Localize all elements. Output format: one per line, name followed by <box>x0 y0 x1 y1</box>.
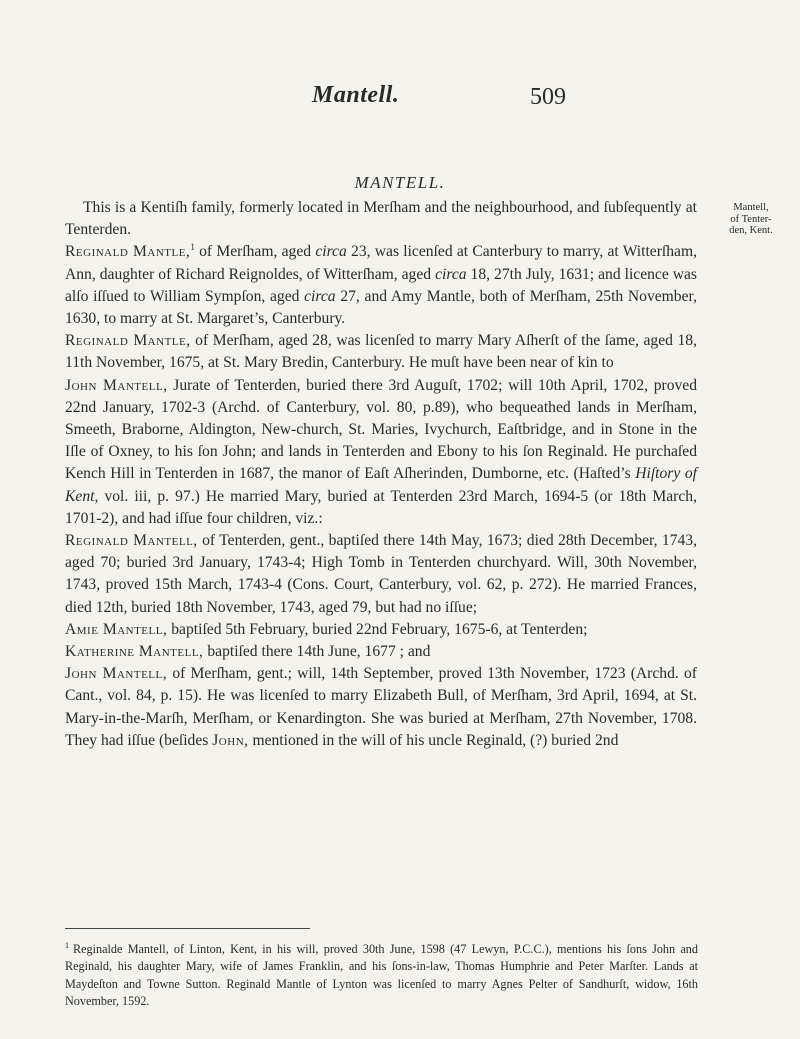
body-text <box>65 197 697 752</box>
paragraph <box>65 530 697 619</box>
text-run: of Merſham, gent.; will, 14th September, proved 13th November, 1723 (Archd. of Cant., vol. 84, p. 15). He was licenſed to marry Elizabeth Bull, of Merſham, 3rd April, 1694, at St. Mary-in-the-Marſh, Merſham, or Kenardington. She was buried at Merſham, 27th November, 1708. They had iſſue (beſides <box>65 665 697 749</box>
text-run: 18, 27th July, 1631; and licence was alſo iſſued to William Sympſon, aged <box>65 265 697 305</box>
paragraph <box>65 641 697 663</box>
text-run: mentioned in the will of his uncle Reginald, (?) buried 2nd <box>248 731 619 749</box>
text-run: of Tenterden, gent., baptiſed there 14th May, 1673; died 28th December, 1743, aged 70; buried 3rd January, 1743-4; High Tomb in Tenterden churchyard. Will, 30th November, 1743, proved 15th March, 1743-4 (Cons. Court, Canterbury, vol. 62, p. 272). He married Frances, died 12th, buried 18th November, 1743, aged 79, but had no iſſue; <box>65 532 697 616</box>
running-title: Mantell. <box>312 82 400 108</box>
person-name: Amie Mantell, <box>65 620 168 638</box>
person-name: John, <box>212 731 249 749</box>
footnote-rule <box>65 928 310 929</box>
text-run: 27, and Amy Mantle, both of Merſham, 25th November, 1630, to marry at St. Margaret’s, Canterbury. <box>65 287 697 328</box>
footnote-mark: 1 <box>65 941 69 950</box>
margin-note-line: den, Kent. <box>729 225 773 236</box>
text-run: This is a Kentiſh family, formerly located in Merſham and the neighbourhood, and ſubſequently at Tenterden. <box>65 199 697 239</box>
text-run: of Merſham, aged 28, was licenſed to marry Mary Aſherſt of the ſame, aged 18, 11th November, 1675, at St. Mary Bredin, Canterbury. He muſt have been near of kin to <box>65 332 697 372</box>
paragraph <box>65 375 697 530</box>
person-name: John Mantell, <box>65 665 168 683</box>
person-name: John Mantell, <box>65 376 168 394</box>
margin-note-line: Mantell, <box>733 202 769 213</box>
paragraph <box>65 619 697 641</box>
paragraph <box>65 197 697 241</box>
section-title: MANTELL. <box>354 173 446 192</box>
italic-text: Hiſtory of Kent <box>65 465 697 505</box>
paragraph <box>65 663 697 752</box>
text-run: Jurate of Tenterden, buried there 3rd Auguſt, 1702; will 10th April, 1702, proved 22nd January, 1702-3 (Archd. of Canterbury, vol. 80, p.89), who bequeathed lands in Merſham, Smeeth, Braborne, Aldington, New-church, St. Maries, Ivychurch, Eaſtbridge, and in Stone in the Iſle of Oxney, to his ſon John; and lands in Tenterden and Ebony to his ſon Reginald. He purchaſed Kench Hill in Tenterden in 1687, the manor of Eaſt Aſherinden, Dumborne, etc. (Haſted’s <box>65 376 698 483</box>
text-run: of Merſham, aged <box>194 243 316 261</box>
italic-text: circa <box>304 287 336 305</box>
margin-note-line: of Tenter- <box>730 213 772 225</box>
text-run: , vol. iii, p. 97.) He married Mary, buried at Tenterden 23rd March, 1694-5 (or 18th March, 1701-2), and had iſſue four children, viz.: <box>65 487 697 527</box>
person-name: Reginald Mantle, <box>65 243 191 261</box>
running-head <box>0 82 800 122</box>
footnote <box>65 937 698 1010</box>
italic-text: circa <box>315 243 347 261</box>
footnote-ref: 1 <box>190 242 195 253</box>
text-run: 23, was licenſed at Canterbury to marry, at Witterſham, Ann, daughter of Richard Reignoldes, of Witterſham, aged <box>65 243 697 283</box>
paragraph <box>65 330 697 374</box>
person-name: Reginald Mantle, <box>65 332 191 350</box>
text-run: baptiſed there 14th June, 1677 ; and <box>203 643 431 661</box>
page-number: 509 <box>530 84 566 110</box>
footnote-text: Reginalde Mantell, of Linton, Kent, in his will, proved 30th June, 1598 (47 Lewyn, P.C.C.), mentions his ſons John and Reginald, his daughter Mary, wife of James Franklin, and his ſons-in-law, Thomas Humphrie and Peter Marſter. Lands at Maydeſton and Towne Sutton. Reginald Mantle of Lynton was licenſed to marry Agnes Pelter of Sandhurſt, widow, 16th November, 1592. <box>65 942 698 1008</box>
text-run: baptiſed 5th February, buried 22nd February, 1675-6, at Tenterden; <box>167 620 588 638</box>
margin-note <box>707 202 795 237</box>
person-name: Katherine Mantell, <box>65 643 204 661</box>
paragraph <box>65 241 697 330</box>
italic-text: circa <box>435 265 467 283</box>
person-name: Reginald Mantell, <box>65 532 198 550</box>
